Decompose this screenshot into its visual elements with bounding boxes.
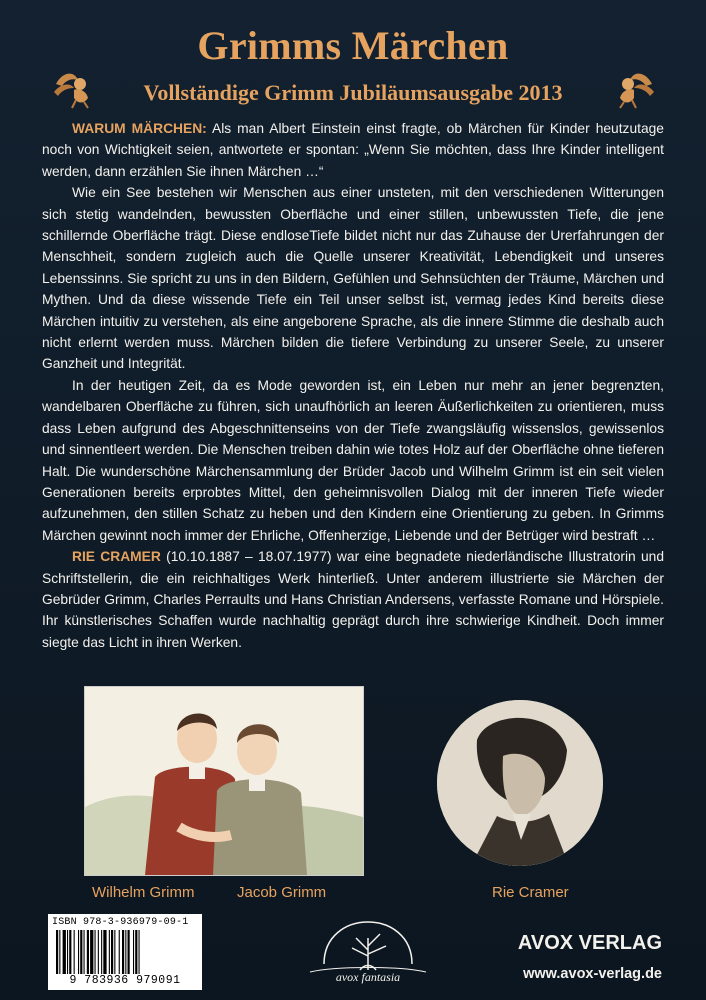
- barcode-digits: 9 783936 979091: [69, 974, 181, 987]
- book-subtitle: Vollständige Grimm Jubiläumsausgabe 2013: [143, 80, 563, 105]
- paragraph-rie-cramer: [42, 546, 664, 653]
- isbn-barcode-box: [48, 914, 202, 990]
- caption-wilhelm-grimm: Wilhelm Grimm: [92, 884, 195, 901]
- paragraph-text: (10.10.1887 – 18.07.1977) war eine begnadete niederländische Illustratorin und Schriftstellerin, die ein reichhaltiges Werk hinterließ. Unter anderem illustrierte sie Märchen der Gebrüder Grimm, Charles Perraults und Hans Christian Andersens, verfasste Romane und Hörspiele. Ihr künstlerisches Schaffen wurde nachhaltig geprägt durch ihre schwierige Kindheit. Doch immer siegte das Licht in ihren Werken.: [42, 549, 665, 650]
- publisher-url[interactable]: www.avox-verlag.de: [523, 966, 662, 982]
- paragraph-text: Als man Albert Einstein einst fragte, ob Märchen für Kinder heutzutage noch von Wichtigkeit seien, antwortete er spontan: „Wenn Sie möchten, dass Ihre Kinder intelligent werden, dann erzählen Sie ihnen Märchen …“: [42, 121, 664, 179]
- publisher-name: AVOX VERLAG: [517, 932, 662, 954]
- rie-cramer-photo: [437, 700, 603, 866]
- paragraph-present-time: In der heutigen Zeit, da es Mode geworden ist, ein Leben nur mehr an jener begrenzten, wandelbaren Oberfläche zu führen, sich unaufhörlich an leeren Äußerlichkeiten zu orientieren, muss dass Leben aufgrund des Abgeschnittenseins von der Tiefe zwangsläufig wissenslos, gewissenlos und sinnentleert werden. Die Menschen treiben dahin wie totes Holz auf der Oberfläche ohne tieferen Halt. Die wunderschöne Märchensammlung der Brüder Jacob und Wilhelm Grimm ist ein seit vielen Generationen bereits erprobtes Mittel, den geheimnisvollen Dialog mit der inneren Tiefe wieder aufzunehmen, den stillen Schatz zu heben und den Kindern eine Orientierung zu geben. In Grimms Märchen gewinnt noch immer der Ehrliche, Offenherzige, Liebende und der Betrüger wird bestraft …: [42, 377, 664, 543]
- blurb-text: [42, 118, 664, 653]
- barcode-icon: [54, 930, 196, 974]
- grimm-brothers-portrait: [84, 686, 364, 876]
- grimm-brothers-illustration: [85, 687, 363, 875]
- isbn-label: ISBN 978-3-936979-09-1: [52, 917, 189, 928]
- rie-cramer-portrait: [437, 700, 603, 866]
- section-lead-rie-cramer: RIE CRAMER: [72, 549, 161, 565]
- book-title: Grimms Märchen: [197, 23, 509, 68]
- paragraph-lake: Wie ein See bestehen wir Menschen aus einer unsteten, mit den verschiedenen Witterungen sich stetig wandelnden, bewussten Oberfläche und einer stillen, unbewussten Tiefe, die jene schillernde Oberfläche trägt. Diese endloseTiefe bildet nicht nur das Zuhause der Urerfahrungen der Menschheit, sondern zugleich auch die Quelle unserer Kreativität, Lebendigkeit und unseres Lebenssinns. Sie spricht zu uns in den Bildern, Gefühlen und Sehnsüchten der Träume, Märchen und Mythen. Und da diese wissende Tiefe ein Teil unser selbst ist, vermag jedes Kind bereits diese Märchen intuitiv zu verstehen, als eine angeborene Sprache, als die innere Stimme die deshalb auch nicht erlernt werden muss. Märchen bilden die tiefere Verbindung zu unserer Seele, zu unserer Ganzheit und Integrität.: [42, 185, 664, 372]
- logo-label: avox fantasia: [335, 970, 401, 984]
- caption-rie-cramer: Rie Cramer: [492, 884, 569, 901]
- paragraph-why-fairytales: [42, 118, 664, 182]
- caption-jacob-grimm: Jacob Grimm: [237, 884, 327, 901]
- section-lead-why-fairytales: WARUM MÄRCHEN:: [72, 121, 207, 136]
